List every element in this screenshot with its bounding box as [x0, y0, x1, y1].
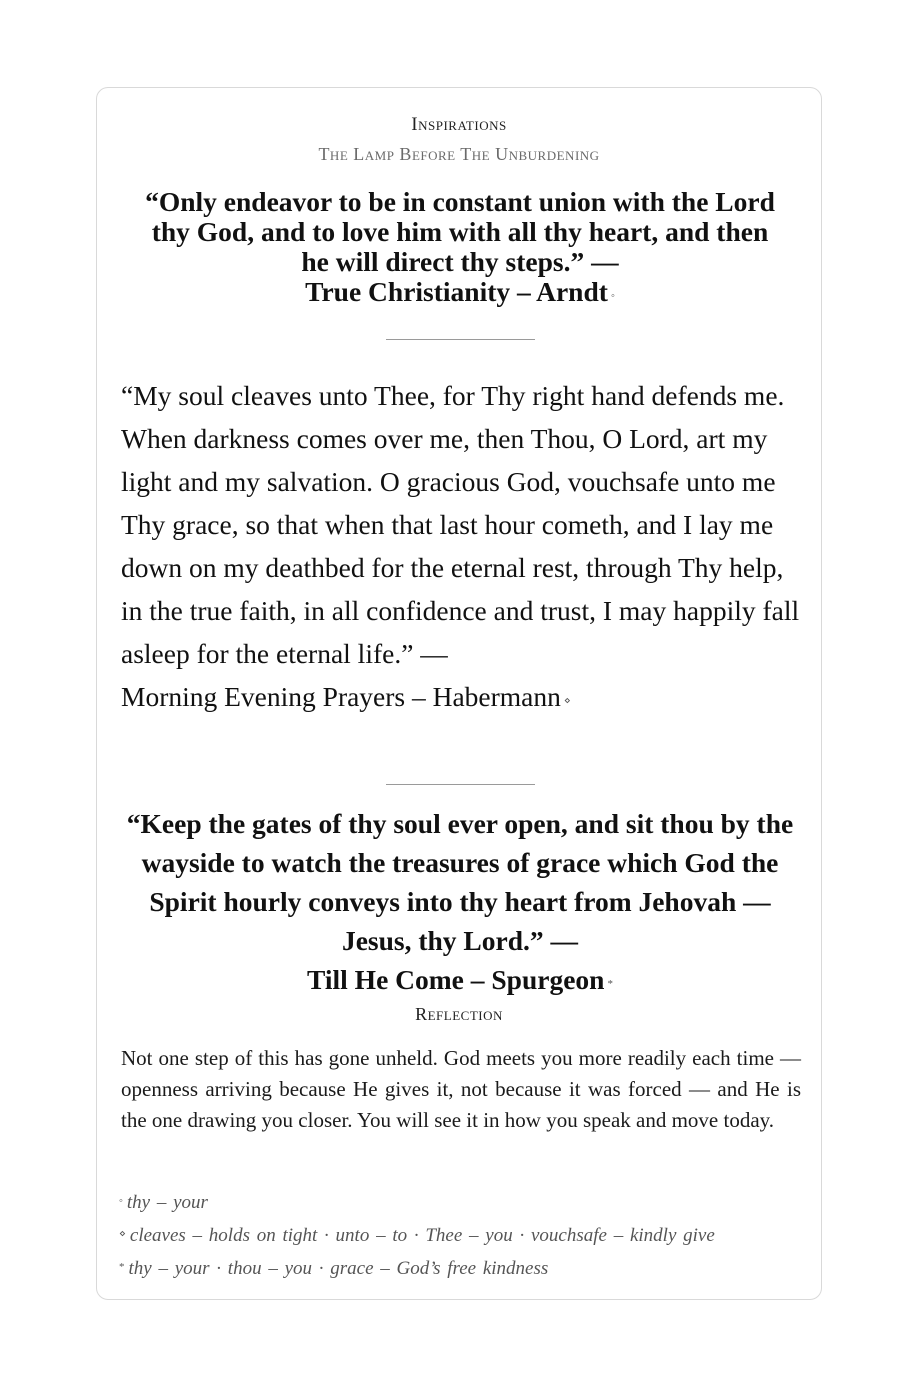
quote-text: “Only endeavor to be in constant union with the Lord thy God, and to love him with all thy heart, and then he will direct thy steps.” —	[145, 186, 775, 277]
quote-spurgeon	[115, 804, 805, 1004]
footnote-marker: *	[607, 978, 613, 990]
page-title: Inspirations	[411, 114, 507, 135]
glossary-item	[119, 1258, 809, 1280]
devotional-card	[96, 87, 822, 1300]
quote-source: Morning Evening Prayers – Habermann	[121, 681, 561, 712]
glossary-marker: *	[119, 1261, 125, 1273]
glossary-text: cleaves – holds on tight · unto – to · Thee – you · vouchsafe – kindly give	[129, 1225, 715, 1246]
quote-arndt	[137, 187, 783, 311]
quote-text: “Keep the gates of thy soul ever open, and sit thou by the wayside to watch the treasures of grace which God the Spirit hourly conveys into thy heart from Jehovah — Jesus, thy Lord.” —	[126, 808, 794, 956]
glossary-text: thy – your · thou – you · grace – God’s free kindness	[128, 1258, 549, 1279]
glossary-text: thy – your	[126, 1192, 208, 1213]
footnote-marker: ◦	[610, 290, 615, 302]
quote-text: “My soul cleaves unto Thee, for Thy right hand defends me. When darkness comes over me, then Thou, O Lord, art my light and my salvation. O gracious God, vouchsafe unto me Thy grace, so that when that last hour cometh, and I lay me down on my deathbed for the eternal rest, through Thy help, in the true faith, in all confidence and trust, I may happily fall asleep for the eternal life.” —	[121, 380, 800, 669]
divider	[386, 339, 535, 340]
glossary-marker: ⋄	[119, 1228, 126, 1240]
reflection-text: Not one step of this has gone unheld. God meets you more readily each time — openness arriving because He gives it, not because it was forced — and He is the one drawing you closer. You will see it in how you speak and move today.	[121, 1046, 801, 1132]
footnote-marker: ⋄	[563, 695, 571, 707]
glossary-marker: ◦	[119, 1195, 123, 1207]
quote-habermann	[121, 374, 811, 723]
glossary-item	[119, 1225, 809, 1247]
page-subtitle: The Lamp Before The Unburdening	[318, 144, 600, 164]
glossary-item	[119, 1192, 809, 1214]
divider	[386, 784, 535, 785]
reflection-heading: Reflection	[415, 1004, 503, 1024]
quote-source: True Christianity – Arndt	[305, 276, 608, 307]
quote-source: Till He Come – Spurgeon	[307, 964, 605, 995]
